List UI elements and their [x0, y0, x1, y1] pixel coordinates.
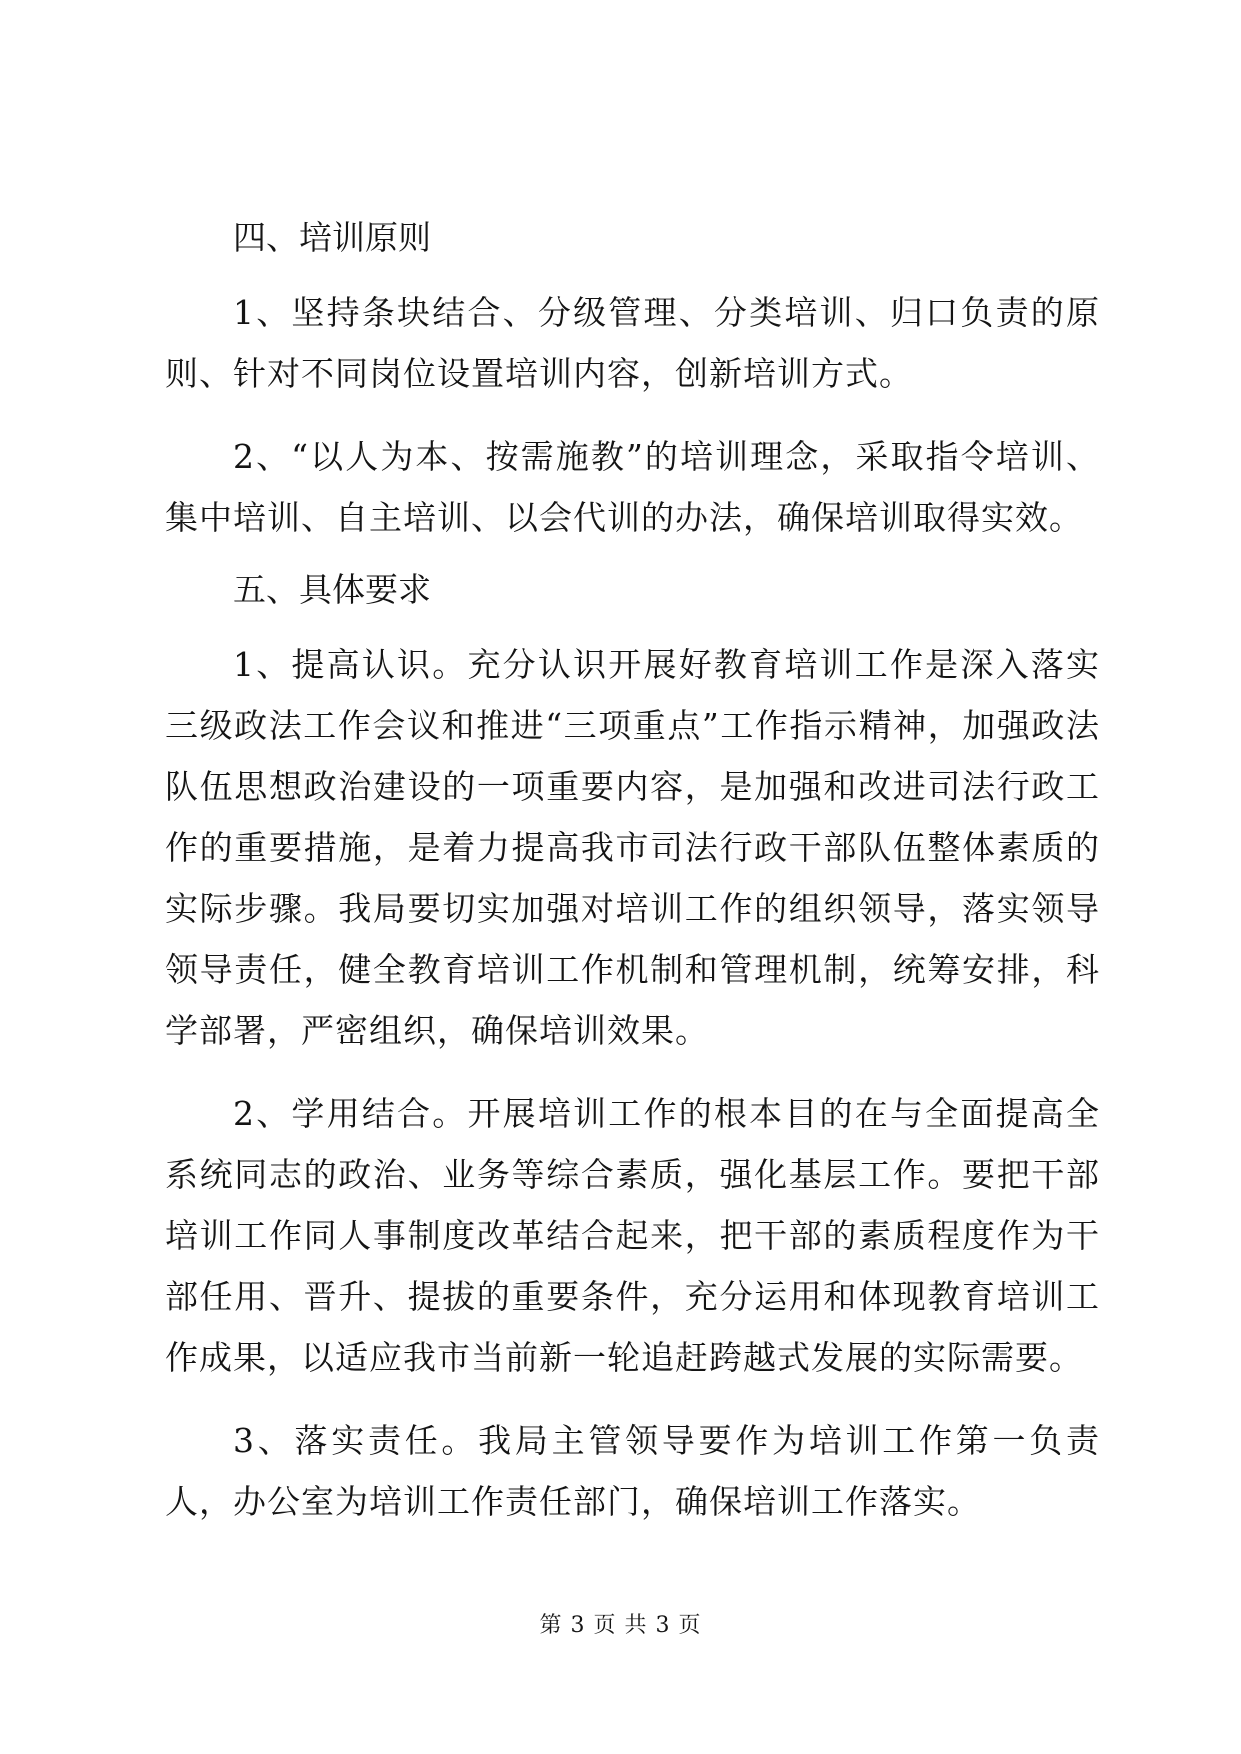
paragraph-requirement-2: 2、学用结合。开展培训工作的根本目的在与全面提高全系统同志的政治、业务等综合素质，强化基层工作。要把干部培训工作同人事制度改革结合起来，把干部的素质程度作为干部任用、晋升、提拔的重要条件，充分运用和体现教育培训工作成果，以适应我市当前新一轮追赶跨越式发展的实际需要。: [165, 1094, 1100, 1377]
page-footer: 第 3 页 共 3 页: [539, 1613, 702, 1638]
paragraph-requirement-3: 3、落实责任。我局主管领导要作为培训工作第一负责人，办公室为培训工作责任部门，确保培训工作落实。: [165, 1421, 1100, 1521]
paragraph-principle-2: 2、“以人为本、按需施教”的培训理念，采取指令培训、集中培训、自主培训、以会代训的办法，确保培训取得实效。: [165, 437, 1100, 537]
paragraph-requirement-1: 1、提高认识。充分认识开展好教育培训工作是深入落实三级政法工作会议和推进“三项重点”工作指示精神，加强政法队伍思想政治建设的一项重要内容，是加强和改进司法行政工作的重要措施，是着力提高我市司法行政干部队伍整体素质的实际步骤。我局要切实加强对培训工作的组织领导，落实领导领导责任，健全教育培训工作机制和管理机制，统筹安排，科学部署，严密组织，确保培训效果。: [165, 645, 1100, 1050]
document-body: [165, 218, 1100, 1554]
section-heading-requirements: 五、具体要求: [233, 570, 431, 609]
section-heading-principles: 四、培训原则: [233, 218, 431, 257]
paragraph-principle-1: 1、坚持条块结合、分级管理、分类培训、归口负责的原则、针对不同岗位设置培训内容，创新培训方式。: [165, 293, 1100, 393]
